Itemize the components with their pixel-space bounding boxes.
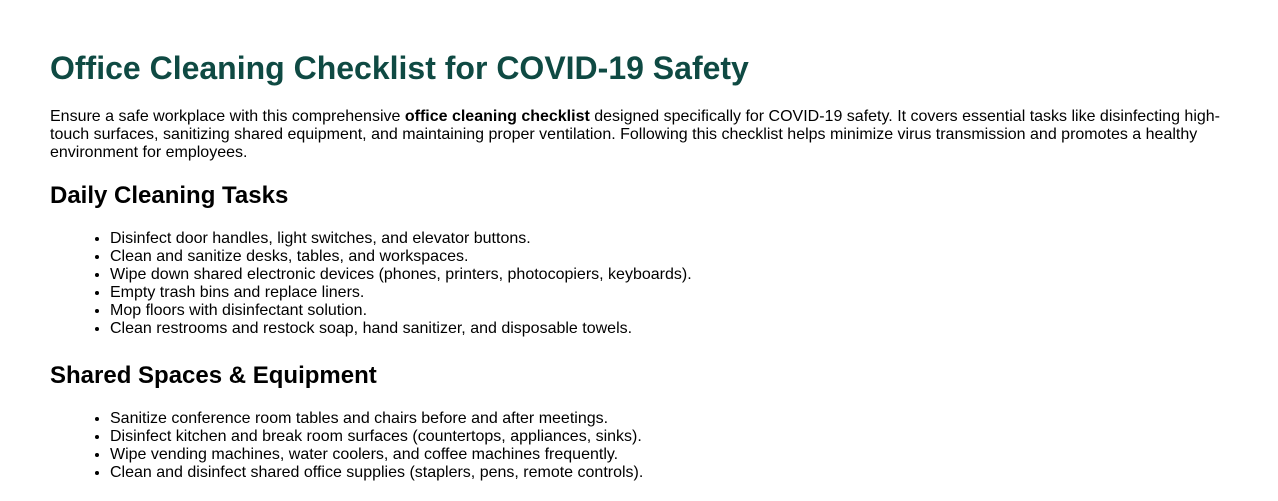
list-item: • Mop floors with disinfectant solution. xyxy=(110,302,1210,320)
intro-text-end: designed specifically for COVID-19 safety. It covers essential tasks like disinfecting high-touch surfaces, sanitizing shared equipment, and maintaining proper ventilation. Following this checklist helps minimize virus transmission and promotes a healthy environment for employees. xyxy=(50,108,1220,161)
list-item: • Disinfect door handles, light switches, and elevator buttons. xyxy=(110,230,1210,248)
list-item: • Sanitize conference room tables and chairs before and after meetings. xyxy=(110,410,1210,428)
list-item: • Wipe vending machines, water coolers, and coffee machines frequently. xyxy=(110,446,1210,464)
daily-cleaning-list xyxy=(50,230,1210,338)
list-item: • Wipe down shared electronic devices (phones, printers, photocopiers, keyboards). xyxy=(110,266,1210,284)
intro-text-start: Ensure a safe workplace with this comprehensive xyxy=(50,108,405,125)
list-item: • Clean and sanitize desks, tables, and workspaces. xyxy=(110,248,1210,266)
page-title: Office Cleaning Checklist for COVID-19 Safety xyxy=(50,50,749,86)
shared-spaces-list xyxy=(50,410,1210,482)
section-heading-shared-spaces: Shared Spaces & Equipment xyxy=(50,362,377,389)
list-item: • Clean restrooms and restock soap, hand sanitizer, and disposable towels. xyxy=(110,320,1210,338)
section-heading-daily-cleaning: Daily Cleaning Tasks xyxy=(50,182,289,209)
intro-bold-keyword: office cleaning checklist xyxy=(404,108,590,125)
intro-paragraph xyxy=(50,108,1228,162)
list-item: • Clean and disinfect shared office supplies (staplers, pens, remote controls). xyxy=(110,464,1210,482)
list-item: • Empty trash bins and replace liners. xyxy=(110,284,1210,302)
list-item: • Disinfect kitchen and break room surfaces (countertops, appliances, sinks). xyxy=(110,428,1210,446)
